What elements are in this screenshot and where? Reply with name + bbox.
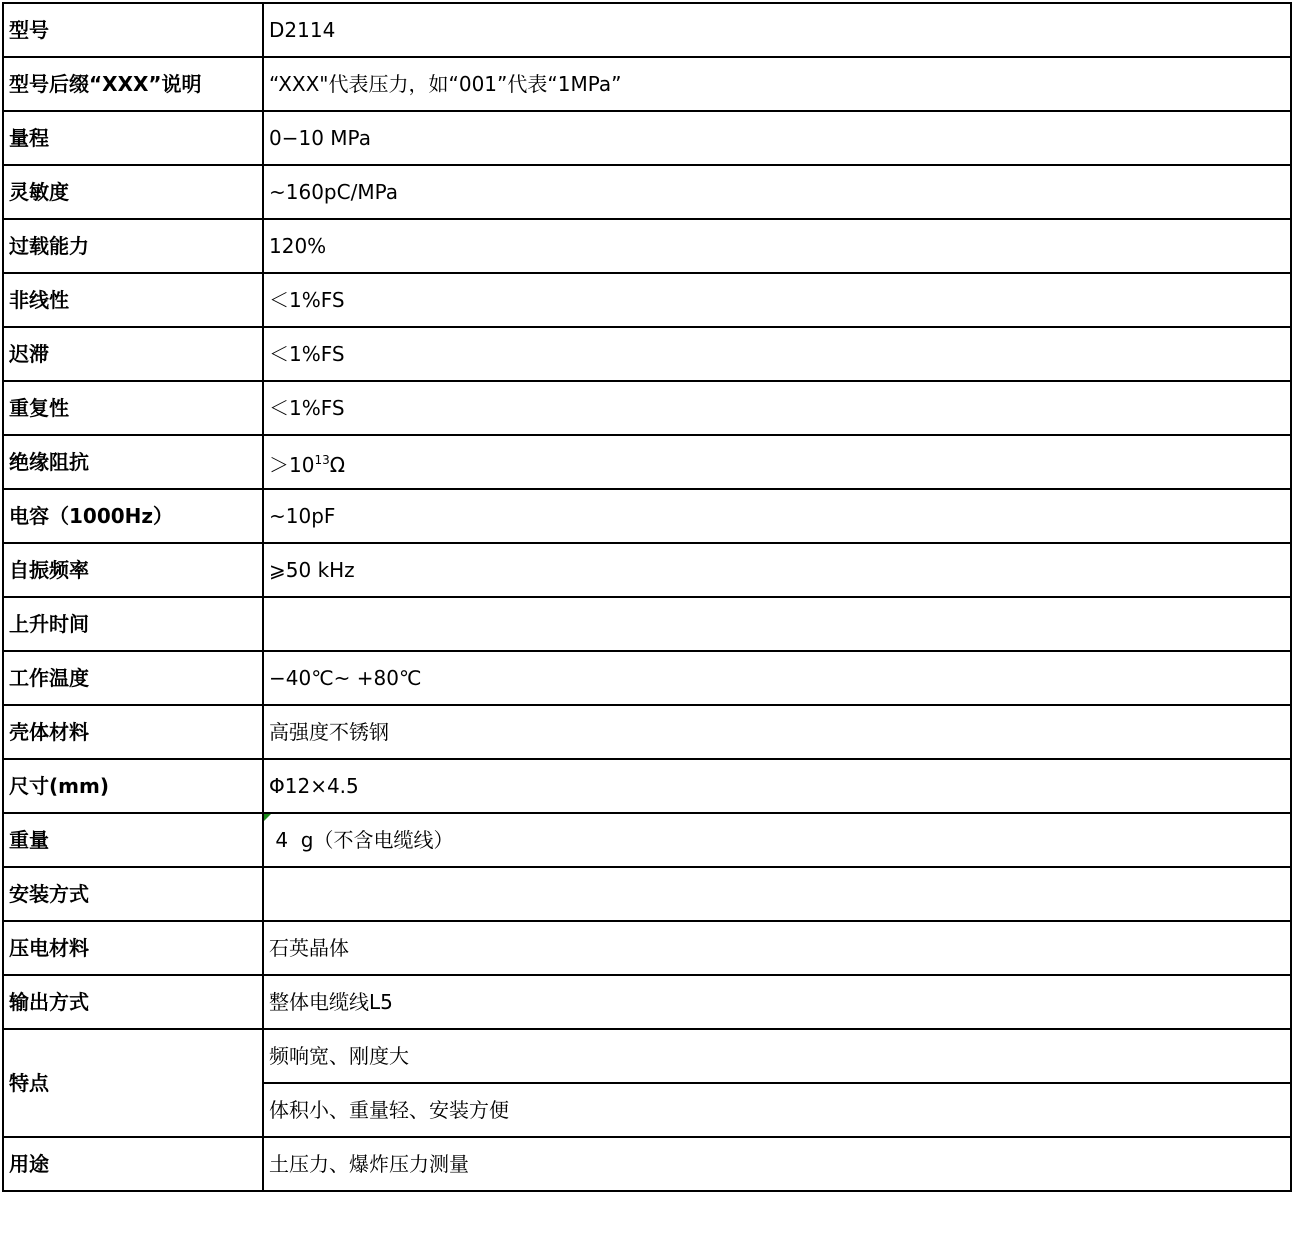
row-value	[263, 435, 1291, 489]
row-value	[263, 813, 1291, 867]
table-row	[3, 543, 1291, 597]
row-label: 量程	[3, 111, 263, 165]
table-row	[3, 489, 1291, 543]
table-row	[3, 813, 1291, 867]
row-value: 0−10 MPa	[263, 111, 1291, 165]
table-row	[3, 57, 1291, 111]
row-label: 重量	[3, 813, 263, 867]
table-row	[3, 273, 1291, 327]
table-row	[3, 975, 1291, 1029]
row-value	[263, 597, 1291, 651]
row-value: 高强度不锈钢	[263, 705, 1291, 759]
value-prefix: ＞10	[269, 452, 315, 477]
row-label: 压电材料	[3, 921, 263, 975]
row-label: 工作温度	[3, 651, 263, 705]
row-value: ~160pC/MPa	[263, 165, 1291, 219]
row-value: ＜1%FS	[263, 327, 1291, 381]
row-value: 体积小、重量轻、安装方便	[263, 1083, 1291, 1137]
row-value: ＜1%FS	[263, 273, 1291, 327]
row-value: 整体电缆线L5	[263, 975, 1291, 1029]
row-label: 上升时间	[3, 597, 263, 651]
row-label: 电容（1000Hz）	[3, 489, 263, 543]
table-row	[3, 597, 1291, 651]
row-label: 型号后缀“XXX”说明	[3, 57, 263, 111]
row-label: 迟滞	[3, 327, 263, 381]
row-value: 土压力、爆炸压力测量	[263, 1137, 1291, 1191]
row-label: 用途	[3, 1137, 263, 1191]
cell-comment-marker	[264, 814, 271, 821]
row-value: “XXX"代表压力，如“001”代表“1MPa”	[263, 57, 1291, 111]
row-label: 非线性	[3, 273, 263, 327]
table-row	[3, 381, 1291, 435]
table-row	[3, 1137, 1291, 1191]
row-value: 石英晶体	[263, 921, 1291, 975]
row-value: −40℃~ +80℃	[263, 651, 1291, 705]
row-value: D2114	[263, 3, 1291, 57]
row-value: 频响宽、刚度大	[263, 1029, 1291, 1083]
table-row	[3, 705, 1291, 759]
row-label: 安装方式	[3, 867, 263, 921]
table-row	[3, 327, 1291, 381]
table-row	[3, 759, 1291, 813]
row-value-text: 4 g（不含电缆线）	[269, 828, 454, 852]
row-label: 灵敏度	[3, 165, 263, 219]
table-row	[3, 435, 1291, 489]
row-value	[263, 867, 1291, 921]
row-label: 尺寸(mm)	[3, 759, 263, 813]
table-row	[3, 111, 1291, 165]
row-label: 输出方式	[3, 975, 263, 1029]
row-label: 特点	[3, 1029, 263, 1137]
table-row	[3, 219, 1291, 273]
row-label: 壳体材料	[3, 705, 263, 759]
spec-table	[2, 2, 1292, 1192]
table-row	[3, 1029, 1291, 1083]
table-row	[3, 3, 1291, 57]
value-exponent: 13	[314, 452, 330, 467]
row-value: ＜1%FS	[263, 381, 1291, 435]
value-unit: Ω	[329, 452, 346, 477]
row-value: ⩾50 kHz	[263, 543, 1291, 597]
table-row	[3, 165, 1291, 219]
row-label: 型号	[3, 3, 263, 57]
table-row	[3, 867, 1291, 921]
table-row	[3, 921, 1291, 975]
table-row	[3, 651, 1291, 705]
row-label: 绝缘阻抗	[3, 435, 263, 489]
row-value: 120%	[263, 219, 1291, 273]
row-label: 重复性	[3, 381, 263, 435]
row-value: Φ12×4.5	[263, 759, 1291, 813]
row-value: ~10pF	[263, 489, 1291, 543]
row-label: 过载能力	[3, 219, 263, 273]
row-label: 自振频率	[3, 543, 263, 597]
